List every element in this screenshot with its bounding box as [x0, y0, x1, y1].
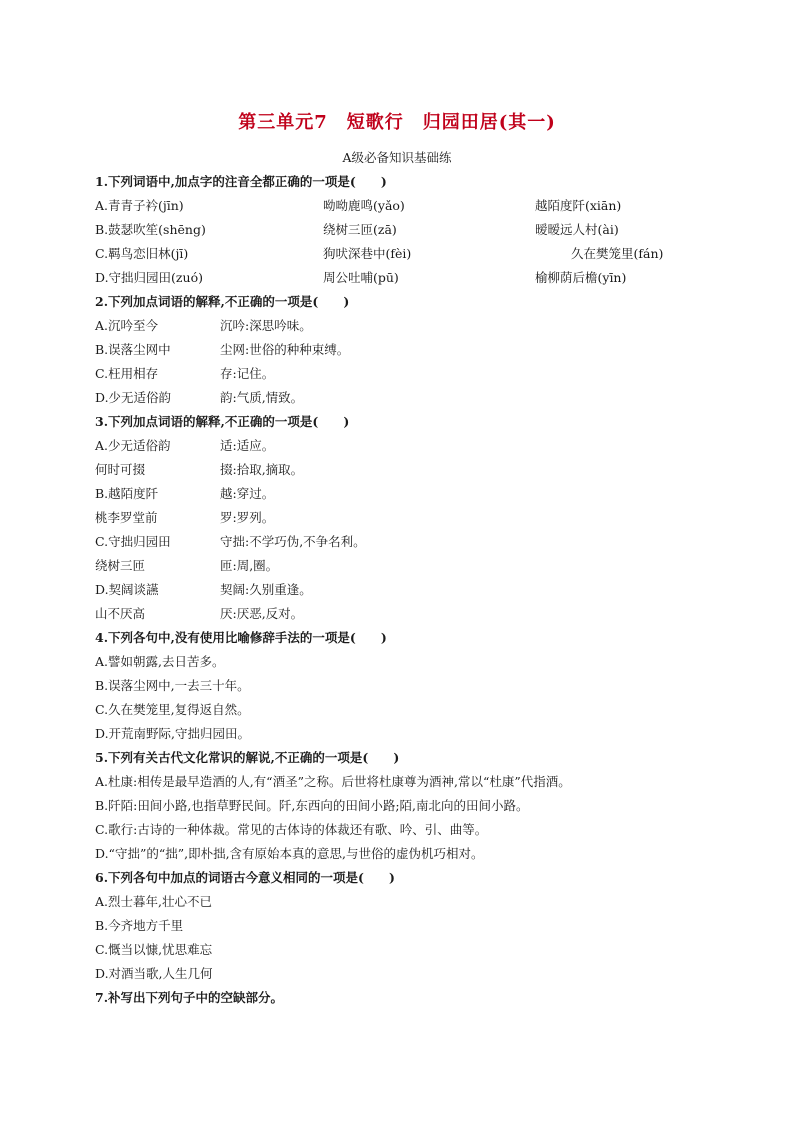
question-3-row: 何时可掇 掇:拾取,摘取。	[95, 462, 304, 477]
question-4-option-b: B.误落尘网中,一去三十年。	[95, 678, 250, 693]
question-5-option-b: B.阡陌:田间小路,也指草野民间。阡,东西向的田间小路;陌,南北向的田间小路。	[95, 798, 529, 813]
question-2-option-a: A.沉吟至今 沉吟:深思吟味。	[95, 318, 312, 333]
question-6-option-b: B.今齐地方千里	[95, 918, 184, 933]
question-5-option-c: C.歌行:古诗的一种体裁。常见的古体诗的体裁还有歌、吟、引、曲等。	[95, 822, 488, 837]
question-list	[95, 170, 715, 1010]
question-1-option-b: B.鼓瑟吹笙(shēng) 绕树三匝(zā) 暧暧远人村(ài)	[95, 222, 619, 237]
question-4-option-c: C.久在樊笼里,复得返自然。	[95, 702, 250, 717]
question-3-row: B.越陌度阡 越:穿过。	[95, 486, 275, 501]
question-6-option-a: A.烈士暮年,壮心不已	[95, 894, 212, 909]
question-5-option-d: D.“守拙”的“拙”,即朴拙,含有原始本真的意思,与世俗的虚伪机巧相对。	[95, 846, 484, 861]
question-2-stem: 2.下列加点词语的解释,不正确的一项是( )	[95, 294, 350, 309]
question-5-option-a: A.杜康:相传是最早造酒的人,有“酒圣”之称。后世将杜康尊为酒神,常以“杜康”代指酒。	[95, 774, 571, 789]
question-7-stem: 7.补写出下列句子中的空缺部分。	[95, 990, 284, 1005]
question-4-stem: 4.下列各句中,没有使用比喻修辞手法的一项是( )	[95, 630, 387, 645]
question-6-stem: 6.下列各句中加点的词语古今意义相同的一项是( )	[95, 870, 395, 885]
question-3-row: 桃李罗堂前 罗:罗列。	[95, 510, 275, 525]
question-2-option-c: C.枉用相存 存:记住。	[95, 366, 275, 381]
question-1-option-c: C.羁鸟恋旧林(jī) 狗吠深巷中(fèi) 久在樊笼里(fán)	[95, 246, 664, 261]
section-subtitle: A级必备知识基础练	[342, 150, 452, 165]
question-3-row: C.守拙归园田 守拙:不学巧伪,不争名利。	[95, 534, 366, 549]
question-3-row: A.少无适俗韵 适:适应。	[95, 438, 275, 453]
question-2-option-b: B.误落尘网中 尘网:世俗的种种束缚。	[95, 342, 350, 357]
question-4-option-d: D.开荒南野际,守拙归园田。	[95, 726, 251, 741]
question-3-row: D.契阔谈讌 契阔:久别重逢。	[95, 582, 312, 597]
question-1-stem: 1.下列词语中,加点字的注音全都正确的一项是( )	[95, 174, 387, 189]
question-4-option-a: A.譬如朝露,去日苦多。	[95, 654, 225, 669]
question-6-option-d: D.对酒当歌,人生几何	[95, 966, 213, 981]
question-3-row: 山不厌高 厌:厌恶,反对。	[95, 606, 304, 621]
question-1-option-a: A.青青子衿(jīn) 呦呦鹿鸣(yǎo) 越陌度阡(xiān)	[95, 198, 622, 213]
question-3-stem: 3.下列加点词语的解释,不正确的一项是( )	[95, 414, 350, 429]
question-6-option-c: C.慨当以慷,忧思难忘	[95, 942, 213, 957]
question-3-row: 绕树三匝 匝:周,圈。	[95, 558, 279, 573]
question-2-option-d: D.少无适俗韵 韵:气质,情致。	[95, 390, 304, 405]
question-5-stem: 5.下列有关古代文化常识的解说,不正确的一项是( )	[95, 750, 400, 765]
page-title: 第三单元7 短歌行 归园田居(其一)	[238, 112, 556, 133]
question-1-option-d: D.守拙归园田(zuó) 周公吐哺(pū) 榆柳荫后檐(yīn)	[95, 270, 627, 285]
